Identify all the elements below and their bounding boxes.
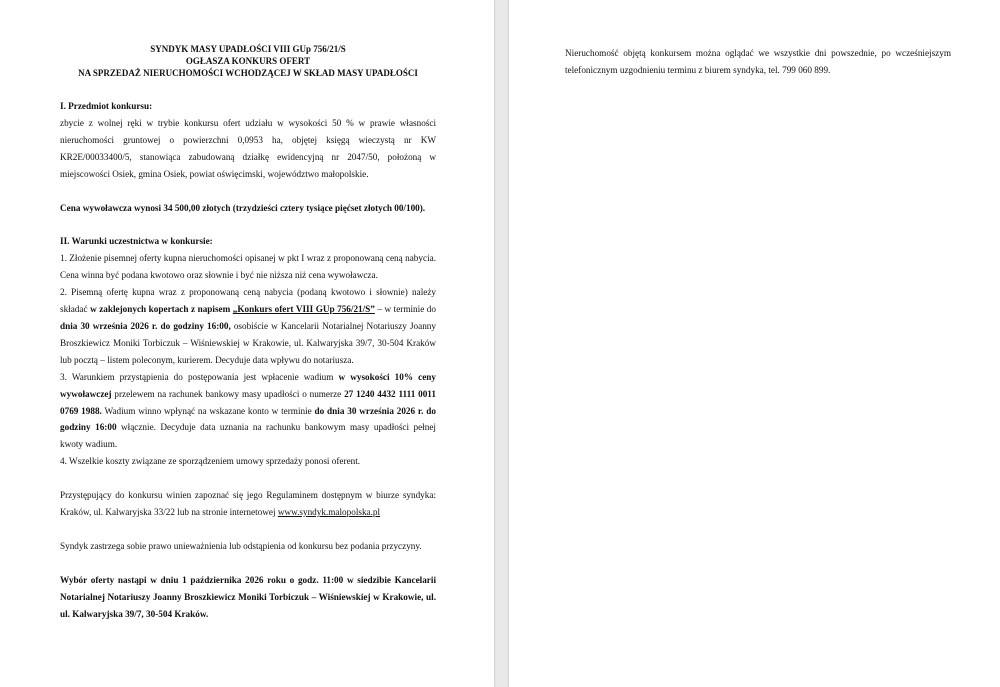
reservation-paragraph: Syndyk zastrzega sobie prawo unieważnienia lub odstąpienia od konkursu bez podania przyczyny. <box>60 540 422 551</box>
condition-3-text-c: przelewem na rachunek bankowy masy upadłości o numerze <box>111 388 345 399</box>
condition-4: 4. Wszelkie koszty związane ze sporządzeniem umowy sprzedaży ponosi oferent. <box>60 456 361 467</box>
condition-1: 1. Złożenie pisemnej oferty kupna nieruchomości opisanej w pkt I wraz z proponowaną ceną nabycia. Cena winna być podana kwotowo oraz słownie i być nie niższa niż cena wywoławcza. <box>60 253 436 281</box>
section-1-title: I. Przedmiot konkursu: <box>60 101 153 111</box>
condition-3-text-g: włącznie. Decyduje data uznania na rachunku bankowym masy upadłości pełnej kwoty wadium. <box>60 422 436 450</box>
section-1-body: zbycie z wolnej ręki w trybie konkursu ofert udziału w wysokości 50 % w prawie własności nieruchomości gruntowej o powierzchni 0,0953 ha, objętej księgą wieczystą nr KW KR2E/00033400/5, stanowiąca zabudowaną działkę ewidencyjną nr 2047/50, położoną w miejscowości Osiek, gmina Osiek, powiat oświęcimski, województwo małopolskie. <box>60 117 436 179</box>
document-page-2 <box>509 0 1000 687</box>
page-1-content <box>60 43 436 623</box>
condition-2-envelope-label: „Konkurs ofert VIII GUp 756/21/S” <box>232 304 375 315</box>
document-page-1 <box>0 0 494 687</box>
condition-2 <box>60 284 436 369</box>
condition-3-deposit-amount: w wysokości 10% ceny wywoławczej <box>60 371 436 399</box>
condition-3-account-number: 27 1240 4432 1111 0011 0769 1988. <box>60 388 436 416</box>
condition-2-envelope: w zaklejonych kopertach z napisem <box>90 304 233 315</box>
viewing-paragraph: Nieruchomość objętą konkursem można oglądać we wszystkie dni powszednie, po wcześniejszym telefonicznym uzgodnieniu terminu z biurem syndyka, tel. 799 060 899. <box>565 48 951 75</box>
section-2-title: II. Warunki uczestnictwa w konkursie: <box>60 236 213 247</box>
regulations-text: Przystępujący do konkursu winien zapoznać się jego Regulaminem dostępnym w biurze syndyka: Kraków, ul. Kalwaryjska 33/22 lub na stronie internetowej <box>60 490 436 518</box>
announcement-header <box>60 43 436 79</box>
regulations-paragraph <box>60 487 436 521</box>
header-line-3: NA SPRZEDAŻ NIERUCHOMOŚCI WCHODZĄCEJ W SKŁAD MASY UPADŁOŚCI <box>78 68 418 78</box>
condition-3-deadline: do dnia 30 września 2026 r. do godziny 16:00 <box>60 405 436 433</box>
header-line-2: OGŁASZA KONKURS OFERT <box>185 56 311 66</box>
condition-2-text-f: osobiście w Kancelarii Notarialnej Notariuszy Joanny Broszkiewicz Moniki Torbiczuk – Wiśniewskiej w Krakowie, ul. Kalwaryjska 39/7, 30-504 Kraków lub pocztą – listem poleconym, kurierem. Decyduje data wpływu do notariusza. <box>60 320 436 365</box>
condition-3-text-e: Wadium winno wpłynąć na wskazane konto w terminie <box>101 405 315 416</box>
syndyk-website-link[interactable]: www.syndyk.malopolska.pl <box>277 507 381 518</box>
condition-2-text-d: – w terminie do <box>374 304 436 315</box>
condition-2-deadline: dnia 30 września 2026 r. do godziny 16:00, <box>60 320 231 331</box>
condition-3 <box>60 369 436 454</box>
header-line-1: SYNDYK MASY UPADŁOŚCI VIII GUp 756/21/S <box>150 44 346 54</box>
condition-3-text-a: 3. Warunkiem przystąpienia do postępowania jest wpłacenie wadium <box>60 371 339 382</box>
condition-2-text-a: 2. Pisemną ofertę kupna wraz z proponowaną ceną nabycia (podaną kwotowo i słownie) należy składać <box>60 287 436 315</box>
selection-paragraph: Wybór oferty nastąpi w dniu 1 października 2026 roku o godz. 11:00 w siedzibie Kancelarii Notarialnej Notariuszy Joanny Broszkiewicz Moniki Torbiczuk – Wiśniewskiej w Krakowie, ul. ul. Kalwaryjska 39/7, 30-504 Kraków. <box>60 574 436 619</box>
starting-price: Cena wywoławcza wynosi 34 500,00 złotych (trzydzieści cztery tysiące pięćset złotych 00/100). <box>60 202 426 213</box>
page-2-content <box>565 45 951 79</box>
